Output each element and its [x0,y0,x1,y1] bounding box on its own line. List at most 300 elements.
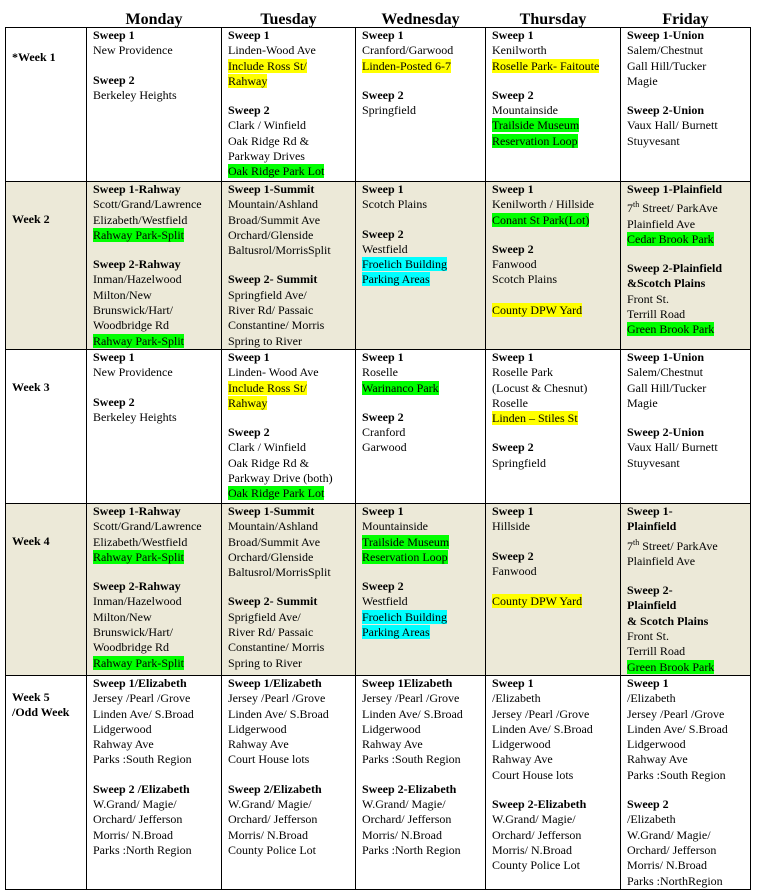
location-text: Hillside [492,519,530,534]
sweep-block [627,504,747,569]
sweep-gap [627,569,747,583]
location-text: Broad/Summit Ave [228,212,321,227]
location-text: Linden Ave/ S.Broad [362,706,463,721]
location-line [492,707,617,722]
location-text: W.Grand/ Magie/ [93,797,177,812]
location-text: Woodbridge Rd [93,318,170,333]
location-line [627,737,747,752]
location-text: Lidgerwood [492,737,551,752]
location-line [627,691,747,706]
location-line [627,554,747,569]
location-text: Scotch Plains [492,272,557,287]
sweep-gap [93,381,218,395]
location-text: Garwood [362,440,407,455]
highlighted-location: Linden – Stiles St [492,411,578,426]
location-line [93,797,218,812]
highlighted-location: Parking Areas [362,625,430,640]
sweep-title: Sweep 2/Elizabeth [228,781,322,796]
sweep-block [362,227,482,288]
location-line [362,594,482,609]
location-text: Fanwood [492,257,537,272]
location-text: Mountainside [492,103,558,118]
sweep-block [492,504,617,535]
location-line [362,440,482,455]
location-text: Fanwood [492,563,537,578]
location-line [228,828,352,843]
location-line [362,737,482,752]
sweep-title: Sweep 2 [492,87,534,102]
location-line [492,103,617,118]
location-line [228,707,352,722]
location-line [627,722,747,737]
location-line [627,365,747,380]
sweep-gap [492,783,617,797]
sweep-block [627,103,747,149]
highlighted-location: Rahway Park-Split [93,227,184,242]
schedule-cell-thursday [486,504,621,676]
location-text: Linden Ave/ S.Broad [627,721,728,736]
sweep-title: Sweep 2-Elizabeth [362,781,457,796]
sweep-block [228,350,352,411]
sweep-block [93,28,218,59]
day-header-monday: Monday [125,10,183,28]
location-line [93,737,218,752]
location-text: Roselle Park [492,365,553,380]
location-line [228,737,352,752]
location-line [228,640,352,655]
location-line [362,365,482,380]
location-text: Elizabeth/Westfield [93,212,188,227]
location-line [627,644,747,659]
location-line [93,656,218,671]
location-line [492,456,617,471]
location-text: Orchard/Glenside [228,227,314,242]
location-line [228,535,352,550]
location-line [228,797,352,812]
sweep-block [362,350,482,396]
sweep-block [228,28,352,89]
sweep-title: Sweep 2 [492,548,534,563]
location-line [492,843,617,858]
schedule-cell-wednesday [356,350,486,504]
corner-cell [6,5,87,28]
location-text: Rahway Ave [627,752,688,767]
location-text: Morris/ N.Broad [362,827,442,842]
location-line [492,272,617,287]
sweep-block [492,797,617,873]
location-line [492,118,617,133]
location-line [93,228,218,243]
schedule-cell-wednesday [356,28,486,182]
location-text: Parks :NorthRegion [627,873,723,888]
week-row [6,504,751,676]
location-text: River Rd/ Passaic [228,303,314,318]
location-line [228,440,352,455]
sweep-title: Sweep 2-Union [627,103,705,118]
location-text: Parks :North Region [93,842,192,857]
location-line [228,752,352,767]
sweep-gap [492,74,617,88]
location-line [93,303,218,318]
location-text: Baltusrol/MorrisSplit [228,565,331,580]
sweep-block [362,676,482,768]
schedule-cell-friday [621,182,751,350]
location-line [627,629,747,644]
sweep-gap [627,89,747,103]
location-line [492,365,617,380]
location-line [362,625,482,640]
location-text: 7th Street/ ParkAve [627,200,718,216]
location-line [93,691,218,706]
location-text: Morris/ N.Broad [492,842,572,857]
schedule-cell-wednesday [356,182,486,350]
location-line [228,59,352,74]
sweep-block [228,272,352,348]
ordinal-suffix: th [633,200,640,210]
location-line [492,722,617,737]
location-line [627,118,747,133]
location-line [492,381,617,396]
highlighted-location: Oak Ridge Park Lot [228,486,325,501]
location-text: Jersey /Pearl /Grove [93,691,191,706]
location-text: Orchard/ Jefferson [228,812,318,827]
location-text: Brunswick/Hart/ [93,303,173,318]
location-text: Elizabeth/Westfield [93,534,188,549]
location-line [362,43,482,58]
highlighted-location: Trailside Museum [492,118,580,133]
location-text: Milton/New [93,287,152,302]
sweep-gap [492,426,617,440]
sweep-title: Plainfield [627,519,677,534]
location-text: Springfield [362,103,416,118]
sweep-block [93,73,218,104]
week-label: Week 5 [12,689,50,704]
location-text: Clark / Winfield [228,440,306,455]
schedule-cell-tuesday [222,675,356,889]
sweep-title: Sweep 2 [627,797,669,812]
location-line [93,318,218,333]
sweep-title: Sweep 1 [492,675,534,690]
location-line [228,565,352,580]
location-text: Constantine/ Morris [228,640,325,655]
sweep-block [228,504,352,580]
week-label: *Week 1 [12,50,56,64]
sweep-title: Sweep 2-Elizabeth [492,797,587,812]
location-text: Jersey /Pearl /Grove [492,706,590,721]
sweep-block [228,103,352,179]
sweep-title: Sweep 1 [362,350,404,364]
location-line [93,752,218,767]
schedule-cell-monday [87,675,222,889]
sweep-block [492,350,617,426]
location-text: County Police Lot [492,858,580,873]
location-line [93,640,218,655]
sweep-block [228,676,352,768]
day-header-thursday: Thursday [519,10,587,28]
location-text: County Police Lot [228,842,316,857]
week-label-cell [6,350,87,504]
location-line [627,396,747,411]
sweep-gap [362,565,482,579]
location-text: New Providence [93,365,173,380]
sweep-gap [228,89,352,103]
sweep-title: Sweep 1 [492,28,534,42]
location-line [492,411,617,426]
location-text: Mountain/Ashland [228,197,318,212]
week-row [6,28,751,182]
location-text: Constantine/ Morris [228,318,325,333]
location-line [228,74,352,89]
week-label-cell [6,504,87,676]
location-line [362,535,482,550]
highlighted-location: Green Brook Park [627,322,715,337]
location-text: Linden-Wood Ave [228,43,316,58]
location-line [362,828,482,843]
location-line [228,396,352,411]
sweep-block [362,28,482,74]
sweep-title: Sweep 2 [362,409,404,424]
schedule-cell-monday [87,28,222,182]
location-text: Scotch Plains [362,197,427,212]
location-text: Orchard/Glenside [228,549,314,564]
sweep-gap [93,243,218,257]
location-line [228,288,352,303]
schedule-cell-wednesday [356,675,486,889]
week-row [6,182,751,350]
location-text: Orchard/ Jefferson [627,842,717,857]
location-line [627,660,747,675]
sweep-title: Sweep 1-Summit [228,504,315,518]
location-text: Cranford [362,425,406,440]
schedule-cell-friday [621,504,751,676]
sweep-block [93,504,218,565]
location-text: Springfield Ave/ [228,287,307,302]
sweep-gap [627,411,747,425]
location-line [228,213,352,228]
highlighted-location: County DPW Yard [492,303,583,318]
sweep-gap [93,565,218,579]
highlighted-location: Warinanco Park [362,380,439,395]
location-text: Brunswick/Hart/ [93,625,173,640]
location-line [492,43,617,58]
sweep-title: Sweep 1 [228,28,270,42]
sweep-gap [362,768,482,782]
sweep-title: Sweep 2 [492,440,534,455]
location-text: Parks :South Region [93,752,192,767]
location-line [362,59,482,74]
location-line [228,519,352,534]
location-text: Westfield [362,241,408,256]
schedule-cell-monday [87,504,222,676]
location-line [93,625,218,640]
sweep-block [492,182,617,228]
sweep-title: Sweep 1 [93,28,135,42]
location-text: Roselle [362,365,398,380]
sweep-title: Sweep 1-Union [627,350,705,364]
location-text: Morris/ N.Broad [627,858,707,873]
location-line [362,610,482,625]
location-line [228,722,352,737]
location-line [228,43,352,58]
location-line [492,691,617,706]
location-line [627,828,747,843]
schedule-body [6,28,751,890]
sweep-gap [93,768,218,782]
location-line [93,594,218,609]
location-text: Vaux Hall/ Burnett [627,118,718,133]
location-line [627,43,747,58]
location-text: Milton/New [93,609,152,624]
sweep-block [228,425,352,501]
location-line [93,88,218,103]
sweep-title: Sweep 2 [492,241,534,256]
day-header-wednesday: Wednesday [381,10,460,28]
location-line [228,164,352,179]
schedule-cell-thursday [486,182,621,350]
header-row [6,5,751,28]
week-label: /Odd Week [12,705,70,720]
sweep-block [362,88,482,119]
sweep-block [492,549,617,610]
location-text: Stuyvesant [627,133,680,148]
sweep-title: Sweep 2- Summit [228,594,318,609]
location-text: Oak Ridge Rd & [228,455,309,470]
location-text: Gall Hill/Tucker [627,58,707,73]
location-text: Court House lots [492,767,574,782]
location-line [627,292,747,307]
location-line [228,471,352,486]
schedule-cell-tuesday [222,504,356,676]
week-row [6,675,751,889]
location-line [93,197,218,212]
location-text: Lidgerwood [627,737,686,752]
location-line [362,197,482,212]
sweep-block [492,28,617,74]
schedule-cell-thursday [486,28,621,182]
sweep-gap [228,258,352,272]
sweep-title: Sweep 1 [362,182,404,196]
sweep-title: Sweep 2-Union [627,425,705,440]
sweep-title: Plainfield [627,598,677,613]
location-line [492,564,617,579]
location-line [492,288,617,303]
location-text: Linden Ave/ S.Broad [492,721,593,736]
location-line [492,197,617,212]
sweep-title: Sweep 1 [362,28,404,42]
sweep-block [362,504,482,565]
sweep-block [362,782,482,858]
location-line [228,303,352,318]
location-text: Vaux Hall/ Burnett [627,440,718,455]
sweep-block [492,440,617,471]
location-text: Scott/Grand/Lawrence [93,519,202,534]
location-line [228,625,352,640]
location-text: Morris/ N.Broad [228,827,308,842]
location-text: Gall Hill/Tucker [627,380,707,395]
location-text: Linden Ave/ S.Broad [228,706,329,721]
sweep-block [627,28,747,89]
sweep-gap [627,783,747,797]
sweep-title: Sweep 1-Plainfield [627,182,722,196]
sweep-block [93,182,218,243]
sweep-block [93,782,218,858]
location-text: Westfield [362,594,408,609]
location-text: Jersey /Pearl /Grove [362,691,460,706]
location-text: Parks :South Region [362,752,461,767]
schedule-cell-wednesday [356,504,486,676]
location-line [492,213,617,228]
schedule-cell-monday [87,350,222,504]
location-line [362,242,482,257]
highlighted-location: Linden-Posted 6-7 [362,58,451,73]
location-text: Berkeley Heights [93,409,177,424]
location-line [627,217,747,232]
location-text: Orchard/ Jefferson [492,827,582,842]
location-line [362,425,482,440]
location-text: Stuyvesant [627,455,680,470]
sweep-title: Sweep 1-Union [627,28,705,42]
sweep-block [362,182,482,213]
location-line [492,737,617,752]
location-line [228,318,352,333]
location-text: Magie [627,395,658,410]
location-text: Spring to River [228,655,302,670]
schedule-cell-monday [87,182,222,350]
sweep-title: Sweep 2 [93,394,135,409]
location-text: /Elizabeth [492,691,541,706]
location-line [492,594,617,609]
location-text: Rahway Ave [492,752,553,767]
location-line [228,134,352,149]
location-line [228,486,352,501]
sweep-title: Sweep 1 [492,350,534,364]
sweep-block [228,782,352,858]
location-text: River Rd/ Passaic [228,625,314,640]
location-line [492,257,617,272]
location-text: Plainfield Ave [627,553,696,568]
location-line [627,768,747,783]
location-line [93,288,218,303]
location-text: /Elizabeth [627,812,676,827]
location-text: (Locust & Chesnut) [492,380,588,395]
location-text: Orchard/ Jefferson [362,812,452,827]
location-text: Parkway Drives [228,149,305,164]
location-line [93,410,218,425]
location-line [627,197,747,216]
location-line [93,610,218,625]
location-line [492,134,617,149]
location-text: Front St. [627,291,670,306]
location-text: Court House lots [228,752,310,767]
sweep-title: Sweep 1Elizabeth [362,675,453,690]
location-text: Rahway Ave [228,737,289,752]
sweep-title: Sweep 1 [492,504,534,518]
day-header-tuesday: Tuesday [260,10,317,28]
highlighted-location: Parking Areas [362,272,430,287]
sweep-block [93,579,218,671]
highlighted-location: Reservation Loop [492,133,578,148]
sweep-title: Sweep 2 [362,579,404,594]
location-text: Clark / Winfield [228,118,306,133]
sweep-title: Sweep 1 [492,182,534,196]
day-header-friday: Friday [662,10,709,28]
location-line [228,365,352,380]
location-text: Parks :South Region [627,767,726,782]
schedule-cell-friday [621,350,751,504]
location-text: Jersey /Pearl /Grove [627,706,725,721]
location-text: Sprigfield Ave/ [228,609,301,624]
location-text: Salem/Chestnut [627,365,703,380]
